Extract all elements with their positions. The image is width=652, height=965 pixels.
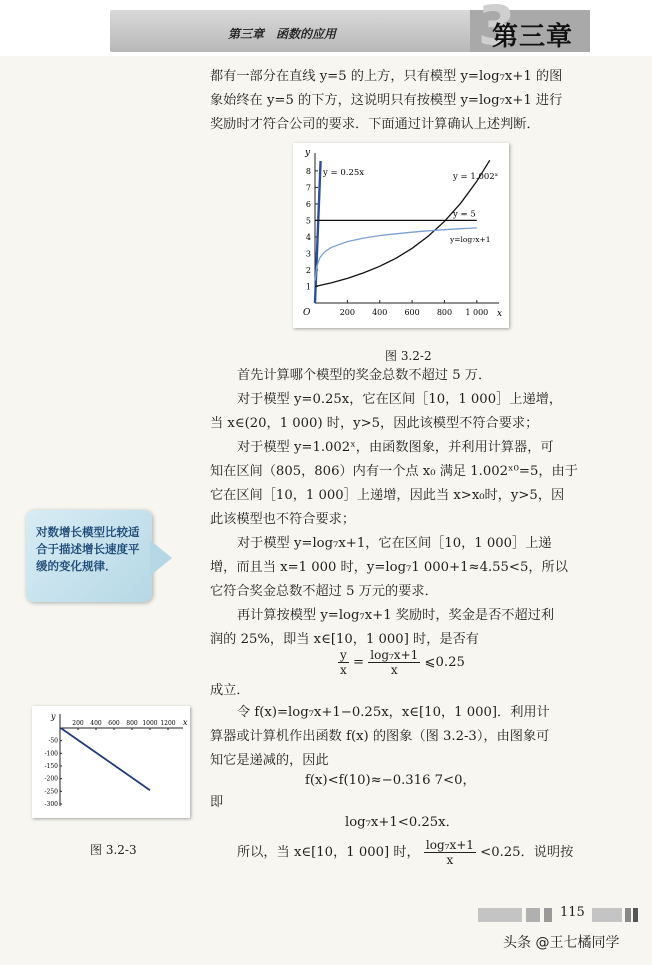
formula-line: log₇x+1<0.25x．	[345, 815, 459, 830]
series-label: y = 1.002ˣ	[453, 172, 499, 182]
y-tick-label: 6	[305, 199, 311, 209]
fraction-denominator: x	[390, 663, 398, 677]
y-tick-label: 2	[305, 265, 311, 275]
text-line: 首先计算哪个模型的奖金总数不超过 5 万．	[237, 368, 492, 383]
x-axis-label: x	[497, 309, 503, 319]
x-tick-label: 200	[72, 720, 84, 727]
figure-caption: 图 3.2-3	[90, 843, 137, 857]
y-tick-label: 7	[305, 183, 311, 193]
x-tick-label: 600	[404, 308, 420, 317]
y-tick-label: -300	[44, 801, 58, 808]
origin-label: O	[303, 308, 311, 318]
text-line: 算器或计算机作出函数 f(x) 的图象（图 3.2-3），由图象可	[210, 729, 550, 744]
text-line: 它符合奖金总数不超过 5 万元的要求．	[210, 584, 438, 599]
text-line: 再计算按模型 y=log₇x+1 奖励时，奖金是否不超过利	[237, 608, 555, 623]
series-label: y=log₇x+1	[450, 234, 491, 244]
header-chapter-label: 第三章	[492, 22, 574, 52]
x-tick-label: 1 000	[465, 308, 489, 317]
text-line: 它在区间［10，1 000］上递增，因此当 x>x₀时，y>5，因	[210, 488, 565, 503]
text-line: 对于模型 y=1.002ˣ，由函数图象，并利用计算器，可	[237, 440, 554, 455]
fraction	[368, 648, 420, 677]
y-tick-label: -150	[44, 763, 58, 770]
x-axis-label: x	[183, 718, 188, 727]
y-tick-label: 1	[305, 282, 311, 292]
figure-3-2-3	[32, 706, 190, 818]
series-line	[61, 728, 150, 790]
text-line: 知在区间（805，806）内有一个点 x₀ 满足 1.002ˣ⁰=5，由于	[210, 464, 578, 479]
text-line: 增，而且当 x=1 000 时，y=log₇1 000+1≈4.55<5，所以	[210, 560, 568, 575]
x-tick-label: 1000	[142, 720, 158, 727]
page-number: 115	[560, 905, 585, 920]
y-axis-label: y	[51, 712, 56, 721]
text-line: 对于模型 y=log₇x+1，它在区间［10，1 000］上递	[237, 536, 552, 551]
equals-sign: =	[352, 655, 365, 670]
chart-3-2-3	[32, 706, 190, 818]
figure-caption: 图 3.2-2	[385, 349, 432, 363]
fraction	[424, 838, 476, 867]
fraction-numerator: log₇x+1	[425, 838, 474, 852]
inequality-tail: ⩽0.25	[424, 655, 465, 670]
y-tick-label: -50	[48, 737, 58, 745]
x-tick-label: 1200	[160, 720, 176, 727]
sidebar-note-text: 对数增长模型比较适合于描述增长速度平缓的变化规律．	[36, 525, 140, 573]
series-line	[315, 161, 321, 303]
y-tick-label: 8	[305, 166, 311, 176]
x-tick-label: 400	[90, 720, 102, 727]
x-tick-label: 200	[339, 308, 356, 317]
sidebar-note-arrow	[150, 540, 172, 576]
x-tick-label: 400	[372, 308, 388, 317]
footer-decoration	[478, 906, 638, 932]
fraction-numerator: log₇x+1	[370, 648, 419, 662]
text-line-final	[237, 838, 573, 867]
fraction-denominator: x	[446, 853, 454, 867]
text-line: 当 x∈(20，1 000) 时，y>5，因此该模型不符合要求；	[210, 416, 539, 431]
text-line: 润的 25%，即当 x∈[10，1 000] 时，是否有	[210, 632, 479, 647]
series-label: y = 0.25x	[323, 168, 365, 178]
text-line: 奖励时才符合公司的要求．下面通过计算确认上述判断．	[210, 117, 540, 132]
text-fragment: 所以，当 x∈[10，1 000] 时，	[237, 845, 420, 860]
watermark: 头条 @王七橘同学	[503, 935, 620, 951]
y-tick-label: -200	[44, 775, 58, 783]
figure-3-2-2	[293, 143, 509, 328]
fraction-denominator: x	[340, 663, 347, 677]
text-line: 象始终在 y=5 的下方，这说明只有按模型 y=log₇x+1 进行	[210, 93, 563, 108]
text-line: 即	[210, 795, 224, 810]
y-tick-label: -100	[44, 750, 58, 758]
header-subtitle: 第三章 函数的应用	[228, 27, 337, 41]
y-tick-label: 3	[305, 249, 311, 259]
chart-3-2-2	[293, 143, 509, 328]
formula-line: f(x)<f(10)≈−0.316 7<0，	[305, 773, 476, 788]
text-line: 令 f(x)=log₇x+1−0.25x，x∈[10，1 000]．利用计	[237, 705, 550, 720]
x-tick-label: 600	[108, 720, 120, 727]
formula-ratio	[338, 648, 465, 677]
text-line: 对于模型 y=0.25x，它在区间［10，1 000］上递增，	[237, 392, 563, 407]
x-tick-label: 800	[436, 308, 453, 317]
y-tick-label: 4	[305, 232, 311, 242]
y-tick-label: -250	[44, 788, 58, 796]
y-axis-label: y	[305, 148, 311, 158]
fraction-numerator: y	[340, 648, 347, 662]
text-fragment: <0.25．说明按	[480, 845, 574, 860]
y-tick-label: 5	[305, 216, 311, 226]
series-label: y = 5	[453, 209, 476, 220]
header-big-number: 3	[478, 0, 516, 57]
fraction	[338, 648, 349, 677]
x-tick-label: 800	[126, 720, 138, 727]
text-line: 都有一部分在直线 y=5 的上方，只有模型 y=log₇x+1 的图	[210, 69, 563, 84]
text-line: 成立．	[210, 683, 250, 698]
text-line: 此该模型也不符合要求；	[210, 512, 356, 527]
text-line: 知它是递减的，因此	[210, 753, 329, 768]
